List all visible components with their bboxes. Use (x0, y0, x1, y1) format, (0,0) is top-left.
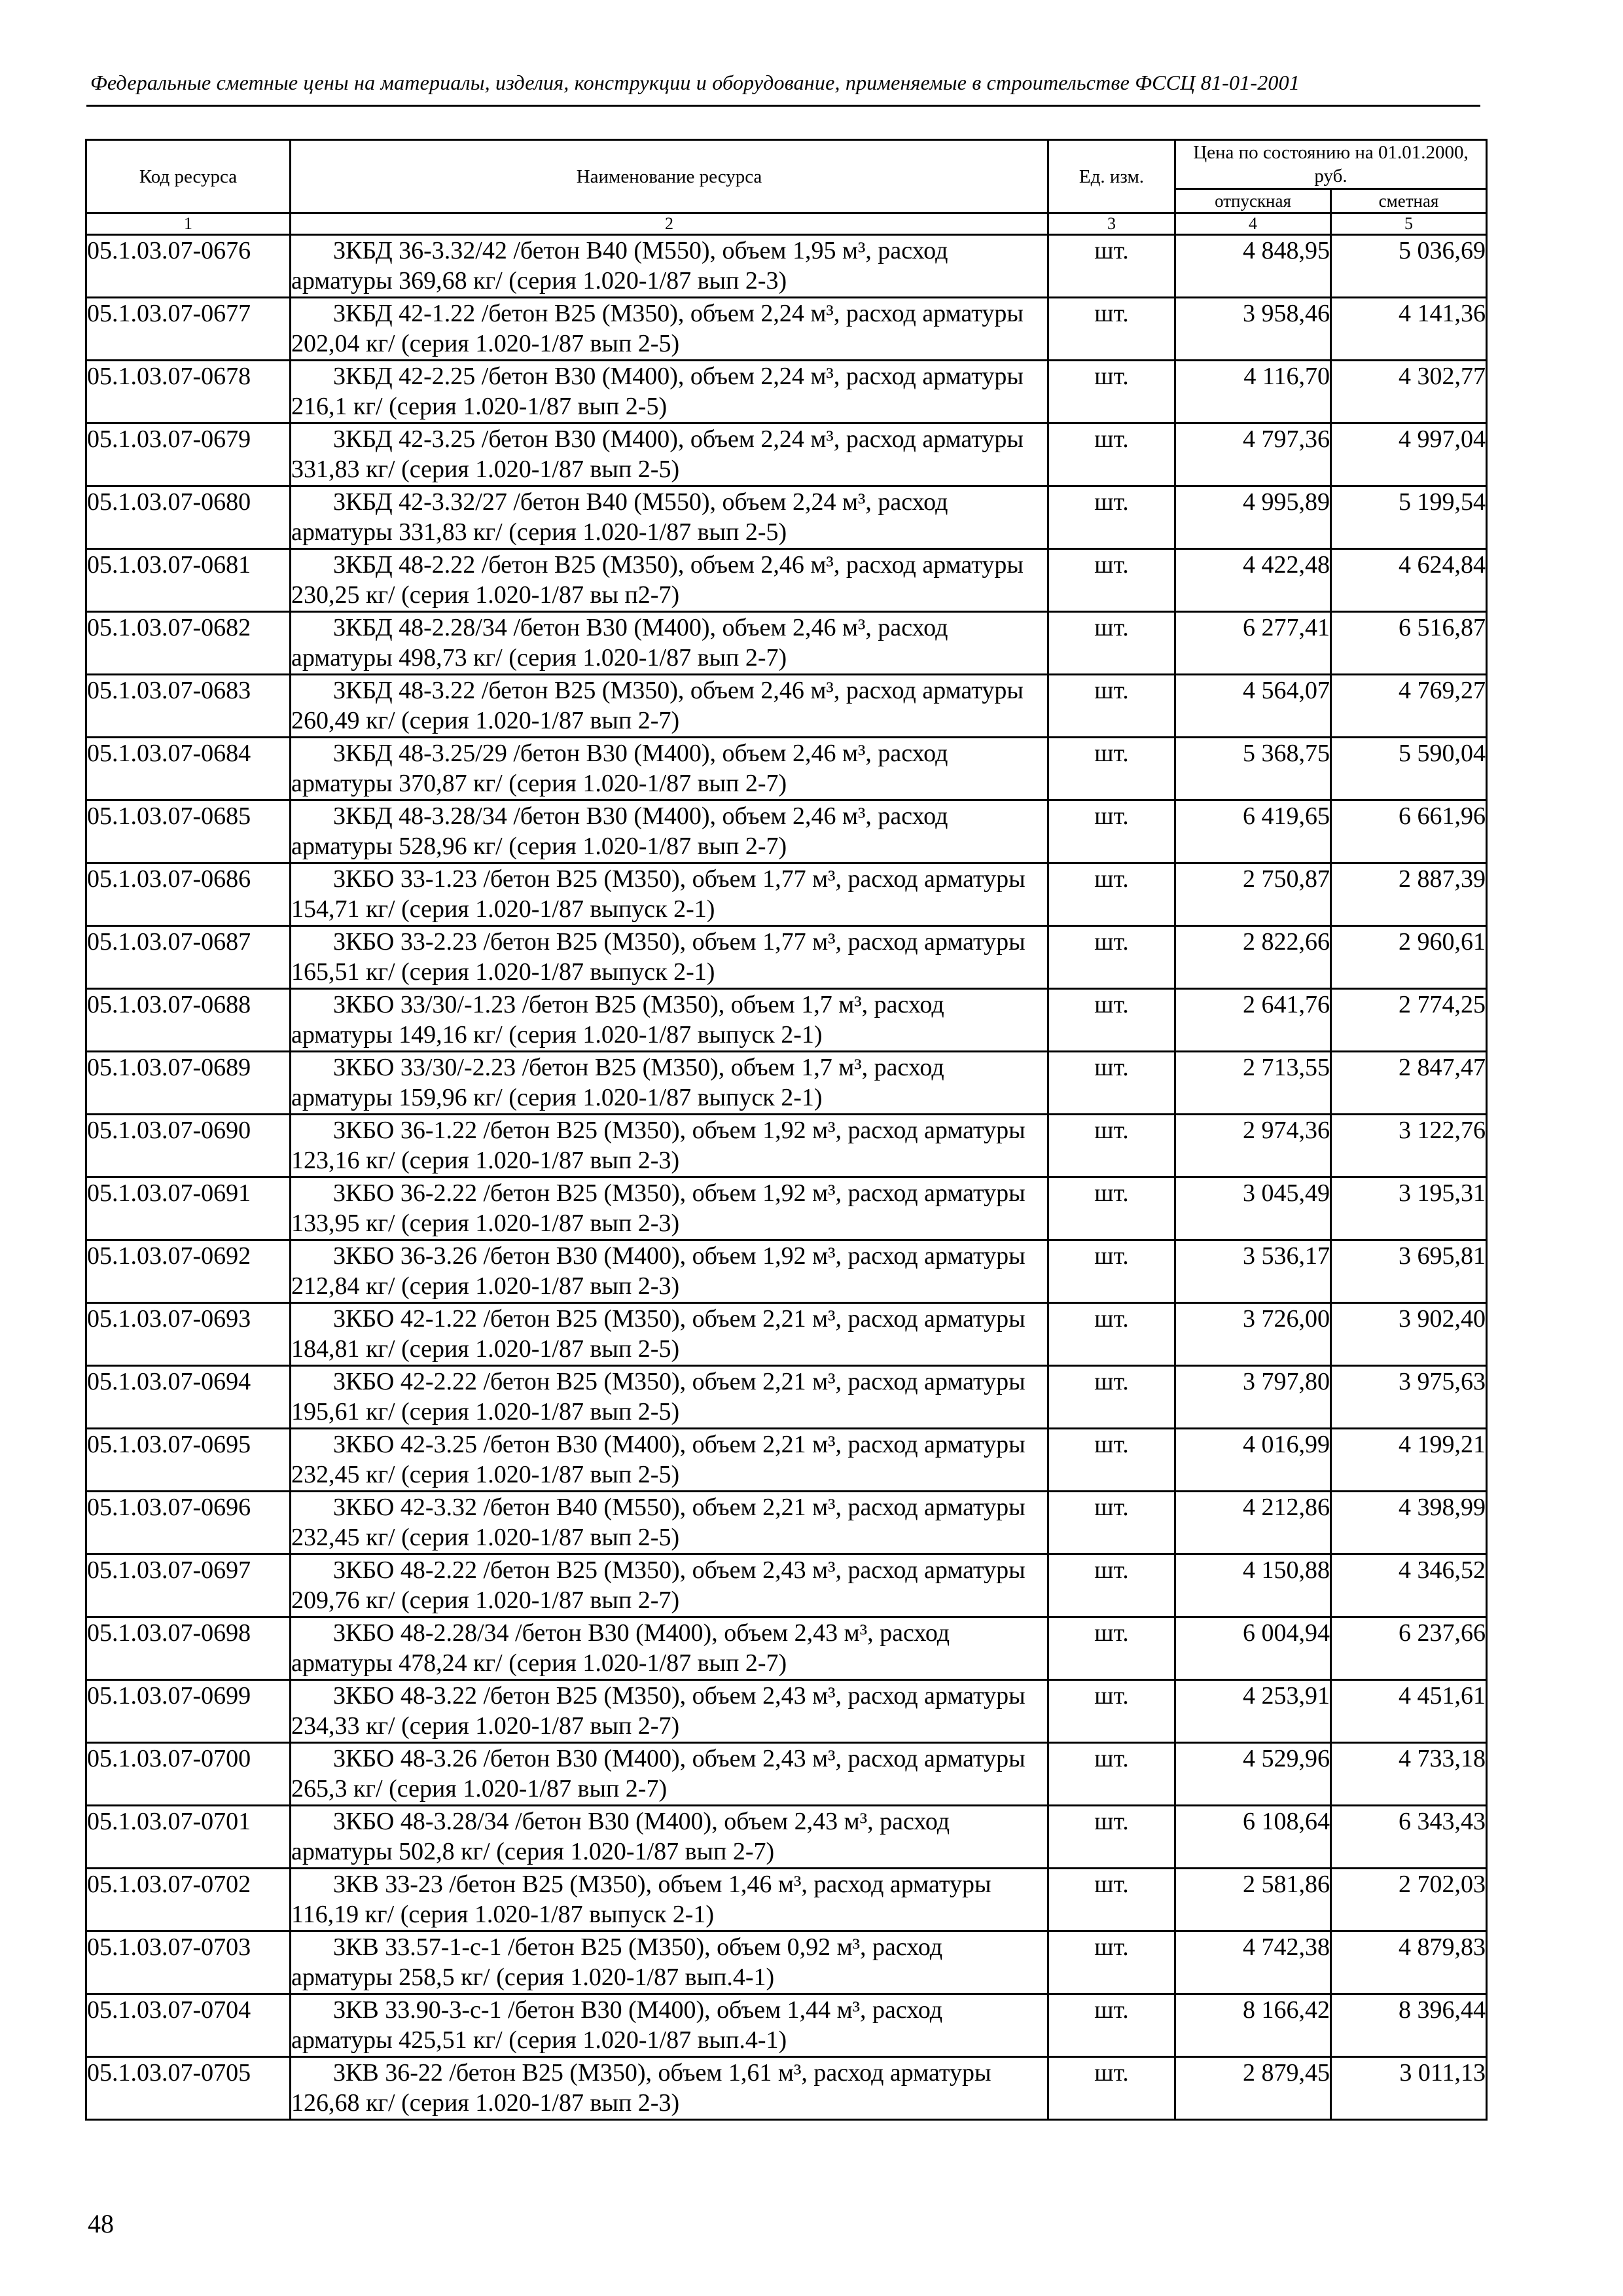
release-price-cell: 5 368,75 (1175, 738, 1331, 800)
resource-name-cell: 3КБД 48-2.28/34 /бетон В30 (М400), объем 2,46 м³, расход арматуры 498,73 кг/ (серия 1.020-1/87 вып 2-7) (291, 612, 1048, 675)
table-row (86, 423, 1487, 486)
estimate-price-cell: 4 141,36 (1331, 298, 1487, 361)
resource-code-cell: 05.1.03.07-0686 (86, 863, 291, 926)
estimate-price-cell: 4 398,99 (1331, 1492, 1487, 1554)
unit-cell: шт. (1048, 1429, 1175, 1492)
release-price-cell: 4 150,88 (1175, 1554, 1331, 1617)
estimate-price-cell: 3 011,13 (1331, 2057, 1487, 2120)
resource-code-cell: 05.1.03.07-0695 (86, 1429, 291, 1492)
resource-code-cell: 05.1.03.07-0697 (86, 1554, 291, 1617)
resource-name-cell: 3КБО 48-2.28/34 /бетон В30 (М400), объем 2,43 м³, расход арматуры 478,24 кг/ (серия 1.020-1/87 вып 2-7) (291, 1617, 1048, 1680)
estimate-price-cell: 3 195,31 (1331, 1177, 1487, 1240)
resource-code-cell: 05.1.03.07-0689 (86, 1052, 291, 1115)
unit-cell: шт. (1048, 989, 1175, 1052)
estimate-price-cell: 6 661,96 (1331, 800, 1487, 863)
resource-name-cell: 3КБО 48-3.22 /бетон В25 (М350), объем 2,43 м³, расход арматуры 234,33 кг/ (серия 1.020-1/87 вып 2-7) (291, 1680, 1048, 1743)
table-row (86, 1366, 1487, 1429)
table-row (86, 1240, 1487, 1303)
release-price-cell: 4 212,86 (1175, 1492, 1331, 1554)
resource-name-cell: 3КБО 48-3.26 /бетон В30 (М400), объем 2,43 м³, расход арматуры 265,3 кг/ (серия 1.020-1/87 вып 2-7) (291, 1743, 1048, 1806)
release-price-cell: 4 422,48 (1175, 549, 1331, 612)
unit-cell: шт. (1048, 675, 1175, 738)
estimate-price-cell: 4 879,83 (1331, 1931, 1487, 1994)
release-price-cell: 4 797,36 (1175, 423, 1331, 486)
table-row (86, 486, 1487, 549)
resource-name-cell: 3КБО 33-1.23 /бетон В25 (М350), объем 1,77 м³, расход арматуры 154,71 кг/ (серия 1.020-1/87 выпуск 2-1) (291, 863, 1048, 926)
resource-code-cell: 05.1.03.07-0688 (86, 989, 291, 1052)
estimate-price-cell: 2 960,61 (1331, 926, 1487, 989)
release-price-cell: 6 419,65 (1175, 800, 1331, 863)
release-price-cell: 4 016,99 (1175, 1429, 1331, 1492)
estimate-price-cell: 5 199,54 (1331, 486, 1487, 549)
release-price-cell: 4 253,91 (1175, 1680, 1331, 1743)
unit-cell: шт. (1048, 612, 1175, 675)
estimate-price-cell: 4 733,18 (1331, 1743, 1487, 1806)
estimate-price-cell: 2 847,47 (1331, 1052, 1487, 1115)
estimate-price-cell: 4 451,61 (1331, 1680, 1487, 1743)
resource-code-cell: 05.1.03.07-0693 (86, 1303, 291, 1366)
resource-name-cell: 3КВ 33.57-1-с-1 /бетон В25 (М350), объем 0,92 м³, расход арматуры 258,5 кг/ (серия 1.020-1/87 вып.4-1) (291, 1931, 1048, 1994)
resource-code-cell: 05.1.03.07-0690 (86, 1115, 291, 1177)
table-row (86, 738, 1487, 800)
table-row (86, 989, 1487, 1052)
resource-name-cell: 3КБД 42-3.32/27 /бетон В40 (М550), объем 2,24 м³, расход арматуры 331,83 кг/ (серия 1.020-1/87 вып 2-5) (291, 486, 1048, 549)
resource-name-cell: 3КБО 42-3.32 /бетон В40 (М550), объем 2,21 м³, расход арматуры 232,45 кг/ (серия 1.020-1/87 вып 2-5) (291, 1492, 1048, 1554)
resource-name-cell: 3КБО 42-1.22 /бетон В25 (М350), объем 2,21 м³, расход арматуры 184,81 кг/ (серия 1.020-1/87 вып 2-5) (291, 1303, 1048, 1366)
unit-cell: шт. (1048, 549, 1175, 612)
unit-cell: шт. (1048, 1806, 1175, 1869)
resource-name-cell: 3КБО 42-3.25 /бетон В30 (М400), объем 2,21 м³, расход арматуры 232,45 кг/ (серия 1.020-1/87 вып 2-5) (291, 1429, 1048, 1492)
table-row (86, 1994, 1487, 2057)
unit-cell: шт. (1048, 800, 1175, 863)
header-unit: Ед. изм. (1048, 140, 1175, 213)
unit-cell: шт. (1048, 486, 1175, 549)
resource-code-cell: 05.1.03.07-0694 (86, 1366, 291, 1429)
table-row (86, 1931, 1487, 1994)
resource-name-cell: 3КБД 48-3.28/34 /бетон В30 (М400), объем 2,46 м³, расход арматуры 528,96 кг/ (серия 1.020-1/87 вып 2-7) (291, 800, 1048, 863)
estimate-price-cell: 2 774,25 (1331, 989, 1487, 1052)
table-row (86, 612, 1487, 675)
resource-code-cell: 05.1.03.07-0684 (86, 738, 291, 800)
resource-name-cell: 3КВ 36-22 /бетон В25 (М350), объем 1,61 м³, расход арматуры 126,68 кг/ (серия 1.020-1/87 вып 2-3) (291, 2057, 1048, 2120)
resource-code-cell: 05.1.03.07-0696 (86, 1492, 291, 1554)
resource-name-cell: 3КБД 36-3.32/42 /бетон В40 (М550), объем 1,95 м³, расход арматуры 369,68 кг/ (серия 1.020-1/87 вып 2-3) (291, 235, 1048, 298)
table-body (86, 235, 1487, 2120)
resource-code-cell: 05.1.03.07-0702 (86, 1869, 291, 1931)
release-price-cell: 2 750,87 (1175, 863, 1331, 926)
estimate-price-cell: 4 624,84 (1331, 549, 1487, 612)
unit-cell: шт. (1048, 863, 1175, 926)
table-row (86, 926, 1487, 989)
resource-name-cell: 3КБД 48-3.22 /бетон В25 (М350), объем 2,46 м³, расход арматуры 260,49 кг/ (серия 1.020-1/87 вып 2-7) (291, 675, 1048, 738)
unit-cell: шт. (1048, 1492, 1175, 1554)
release-price-cell: 3 958,46 (1175, 298, 1331, 361)
unit-cell: шт. (1048, 298, 1175, 361)
unit-cell: шт. (1048, 1115, 1175, 1177)
resource-code-cell: 05.1.03.07-0692 (86, 1240, 291, 1303)
resource-code-cell: 05.1.03.07-0687 (86, 926, 291, 989)
resource-code-cell: 05.1.03.07-0685 (86, 800, 291, 863)
release-price-cell: 3 797,80 (1175, 1366, 1331, 1429)
resource-code-cell: 05.1.03.07-0680 (86, 486, 291, 549)
estimate-price-cell: 2 887,39 (1331, 863, 1487, 926)
resource-name-cell: 3КБО 36-2.22 /бетон В25 (М350), объем 1,92 м³, расход арматуры 133,95 кг/ (серия 1.020-1/87 вып 2-3) (291, 1177, 1048, 1240)
unit-cell: шт. (1048, 1617, 1175, 1680)
resource-code-cell: 05.1.03.07-0700 (86, 1743, 291, 1806)
release-price-cell: 6 004,94 (1175, 1617, 1331, 1680)
release-price-cell: 2 822,66 (1175, 926, 1331, 989)
resource-code-cell: 05.1.03.07-0705 (86, 2057, 291, 2120)
resource-code-cell: 05.1.03.07-0704 (86, 1994, 291, 2057)
resource-name-cell: 3КБО 42-2.22 /бетон В25 (М350), объем 2,21 м³, расход арматуры 195,61 кг/ (серия 1.020-1/87 вып 2-5) (291, 1366, 1048, 1429)
estimate-price-cell: 8 396,44 (1331, 1994, 1487, 2057)
table-row (86, 2057, 1487, 2120)
resource-name-cell: 3КБО 48-3.28/34 /бетон В30 (М400), объем 2,43 м³, расход арматуры 502,8 кг/ (серия 1.020-1/87 вып 2-7) (291, 1806, 1048, 1869)
table-row (86, 1554, 1487, 1617)
unit-cell: шт. (1048, 1177, 1175, 1240)
table-row (86, 1115, 1487, 1177)
release-price-cell: 4 116,70 (1175, 361, 1331, 423)
resource-name-cell: 3КБО 36-1.22 /бетон В25 (М350), объем 1,92 м³, расход арматуры 123,16 кг/ (серия 1.020-1/87 вып 2-3) (291, 1115, 1048, 1177)
resource-name-cell: 3КВ 33.90-3-с-1 /бетон В30 (М400), объем 1,44 м³, расход арматуры 425,51 кг/ (серия 1.020-1/87 вып.4-1) (291, 1994, 1048, 2057)
resource-code-cell: 05.1.03.07-0698 (86, 1617, 291, 1680)
resource-code-cell: 05.1.03.07-0681 (86, 549, 291, 612)
resource-code-cell: 05.1.03.07-0678 (86, 361, 291, 423)
table-row (86, 1806, 1487, 1869)
resource-name-cell: 3КБД 48-3.25/29 /бетон В30 (М400), объем 2,46 м³, расход арматуры 370,87 кг/ (серия 1.020-1/87 вып 2-7) (291, 738, 1048, 800)
header-rule (86, 105, 1480, 107)
release-price-cell: 2 713,55 (1175, 1052, 1331, 1115)
table-row (86, 1177, 1487, 1240)
estimate-price-cell: 4 199,21 (1331, 1429, 1487, 1492)
release-price-cell: 2 974,36 (1175, 1115, 1331, 1177)
resource-name-cell: 3КВ 33-23 /бетон В25 (М350), объем 1,46 м³, расход арматуры 116,19 кг/ (серия 1.020-1/87 выпуск 2-1) (291, 1869, 1048, 1931)
resource-name-cell: 3КБО 33-2.23 /бетон В25 (М350), объем 1,77 м³, расход арматуры 165,51 кг/ (серия 1.020-1/87 выпуск 2-1) (291, 926, 1048, 989)
unit-cell: шт. (1048, 1240, 1175, 1303)
estimate-price-cell: 4 769,27 (1331, 675, 1487, 738)
table-row (86, 361, 1487, 423)
estimate-price-cell: 4 997,04 (1331, 423, 1487, 486)
unit-cell: шт. (1048, 1743, 1175, 1806)
table-row (86, 1743, 1487, 1806)
table-row (86, 1052, 1487, 1115)
estimate-price-cell: 6 516,87 (1331, 612, 1487, 675)
page-number: 48 (88, 2209, 114, 2238)
unit-cell: шт. (1048, 1366, 1175, 1429)
unit-cell: шт. (1048, 926, 1175, 989)
unit-cell: шт. (1048, 1554, 1175, 1617)
release-price-cell: 6 108,64 (1175, 1806, 1331, 1869)
table-row (86, 1617, 1487, 1680)
table-row (86, 800, 1487, 863)
column-number: 1 (86, 213, 291, 235)
estimate-price-cell: 6 343,43 (1331, 1806, 1487, 1869)
price-table (85, 139, 1488, 2121)
table-row (86, 1303, 1487, 1366)
header-price-group: Цена по состоянию на 01.01.2000, руб. (1175, 140, 1487, 189)
unit-cell: шт. (1048, 423, 1175, 486)
column-number-row (86, 213, 1487, 235)
resource-name-cell: 3КБД 48-2.22 /бетон В25 (М350), объем 2,46 м³, расход арматуры 230,25 кг/ (серия 1.020-1/87 вы п2-7) (291, 549, 1048, 612)
table-row (86, 235, 1487, 298)
unit-cell: шт. (1048, 1869, 1175, 1931)
resource-name-cell: 3КБО 36-3.26 /бетон В30 (М400), объем 1,92 м³, расход арматуры 212,84 кг/ (серия 1.020-1/87 вып 2-3) (291, 1240, 1048, 1303)
estimate-price-cell: 3 695,81 (1331, 1240, 1487, 1303)
unit-cell: шт. (1048, 1303, 1175, 1366)
release-price-cell: 3 045,49 (1175, 1177, 1331, 1240)
unit-cell: шт. (1048, 361, 1175, 423)
release-price-cell: 2 641,76 (1175, 989, 1331, 1052)
release-price-cell: 4 564,07 (1175, 675, 1331, 738)
estimate-price-cell: 3 122,76 (1331, 1115, 1487, 1177)
unit-cell: шт. (1048, 2057, 1175, 2120)
release-price-cell: 6 277,41 (1175, 612, 1331, 675)
release-price-cell: 2 581,86 (1175, 1869, 1331, 1931)
table-row (86, 1869, 1487, 1931)
release-price-cell: 8 166,42 (1175, 1994, 1331, 2057)
estimate-price-cell: 3 902,40 (1331, 1303, 1487, 1366)
unit-cell: шт. (1048, 1931, 1175, 1994)
release-price-cell: 4 848,95 (1175, 235, 1331, 298)
table-row (86, 863, 1487, 926)
resource-code-cell: 05.1.03.07-0701 (86, 1806, 291, 1869)
column-number: 5 (1331, 213, 1487, 235)
resource-code-cell: 05.1.03.07-0703 (86, 1931, 291, 1994)
resource-name-cell: 3КБО 33/30/-2.23 /бетон В25 (М350), объем 1,7 м³, расход арматуры 159,96 кг/ (серия 1.020-1/87 выпуск 2-1) (291, 1052, 1048, 1115)
column-number: 3 (1048, 213, 1175, 235)
resource-name-cell: 3КБО 33/30/-1.23 /бетон В25 (М350), объем 1,7 м³, расход арматуры 149,16 кг/ (серия 1.020-1/87 выпуск 2-1) (291, 989, 1048, 1052)
release-price-cell: 2 879,45 (1175, 2057, 1331, 2120)
running-header: Федеральные сметные цены на материалы, изделия, конструкции и оборудование, применяемые в строительстве ФССЦ 81-01-2001 (90, 71, 1300, 94)
resource-name-cell: 3КБД 42-3.25 /бетон В30 (М400), объем 2,24 м³, расход арматуры 331,83 кг/ (серия 1.020-1/87 вып 2-5) (291, 423, 1048, 486)
resource-code-cell: 05.1.03.07-0679 (86, 423, 291, 486)
resource-code-cell: 05.1.03.07-0677 (86, 298, 291, 361)
estimate-price-cell: 3 975,63 (1331, 1366, 1487, 1429)
column-number: 2 (291, 213, 1048, 235)
table-row (86, 549, 1487, 612)
resource-name-cell: 3КБД 42-1.22 /бетон В25 (М350), объем 2,24 м³, расход арматуры 202,04 кг/ (серия 1.020-1/87 вып 2-5) (291, 298, 1048, 361)
estimate-price-cell: 5 036,69 (1331, 235, 1487, 298)
resource-name-cell: 3КБО 48-2.22 /бетон В25 (М350), объем 2,43 м³, расход арматуры 209,76 кг/ (серия 1.020-1/87 вып 2-7) (291, 1554, 1048, 1617)
resource-code-cell: 05.1.03.07-0691 (86, 1177, 291, 1240)
release-price-cell: 3 726,00 (1175, 1303, 1331, 1366)
resource-code-cell: 05.1.03.07-0699 (86, 1680, 291, 1743)
estimate-price-cell: 5 590,04 (1331, 738, 1487, 800)
header-code: Код ресурса (86, 140, 291, 213)
header-name: Наименование ресурса (291, 140, 1048, 213)
table-row (86, 298, 1487, 361)
table-row (86, 1492, 1487, 1554)
header-price-estimate: сметная (1331, 189, 1487, 213)
resource-name-cell: 3КБД 42-2.25 /бетон В30 (М400), объем 2,24 м³, расход арматуры 216,1 кг/ (серия 1.020-1/87 вып 2-5) (291, 361, 1048, 423)
column-number: 4 (1175, 213, 1331, 235)
unit-cell: шт. (1048, 738, 1175, 800)
header-price-release: отпускная (1175, 189, 1331, 213)
release-price-cell: 3 536,17 (1175, 1240, 1331, 1303)
estimate-price-cell: 4 302,77 (1331, 361, 1487, 423)
unit-cell: шт. (1048, 1994, 1175, 2057)
unit-cell: шт. (1048, 1680, 1175, 1743)
estimate-price-cell: 4 346,52 (1331, 1554, 1487, 1617)
estimate-price-cell: 2 702,03 (1331, 1869, 1487, 1931)
table-row (86, 1680, 1487, 1743)
release-price-cell: 4 529,96 (1175, 1743, 1331, 1806)
unit-cell: шт. (1048, 1052, 1175, 1115)
resource-code-cell: 05.1.03.07-0683 (86, 675, 291, 738)
table-row (86, 675, 1487, 738)
resource-code-cell: 05.1.03.07-0676 (86, 235, 291, 298)
estimate-price-cell: 6 237,66 (1331, 1617, 1487, 1680)
resource-code-cell: 05.1.03.07-0682 (86, 612, 291, 675)
table-row (86, 1429, 1487, 1492)
release-price-cell: 4 995,89 (1175, 486, 1331, 549)
unit-cell: шт. (1048, 235, 1175, 298)
release-price-cell: 4 742,38 (1175, 1931, 1331, 1994)
